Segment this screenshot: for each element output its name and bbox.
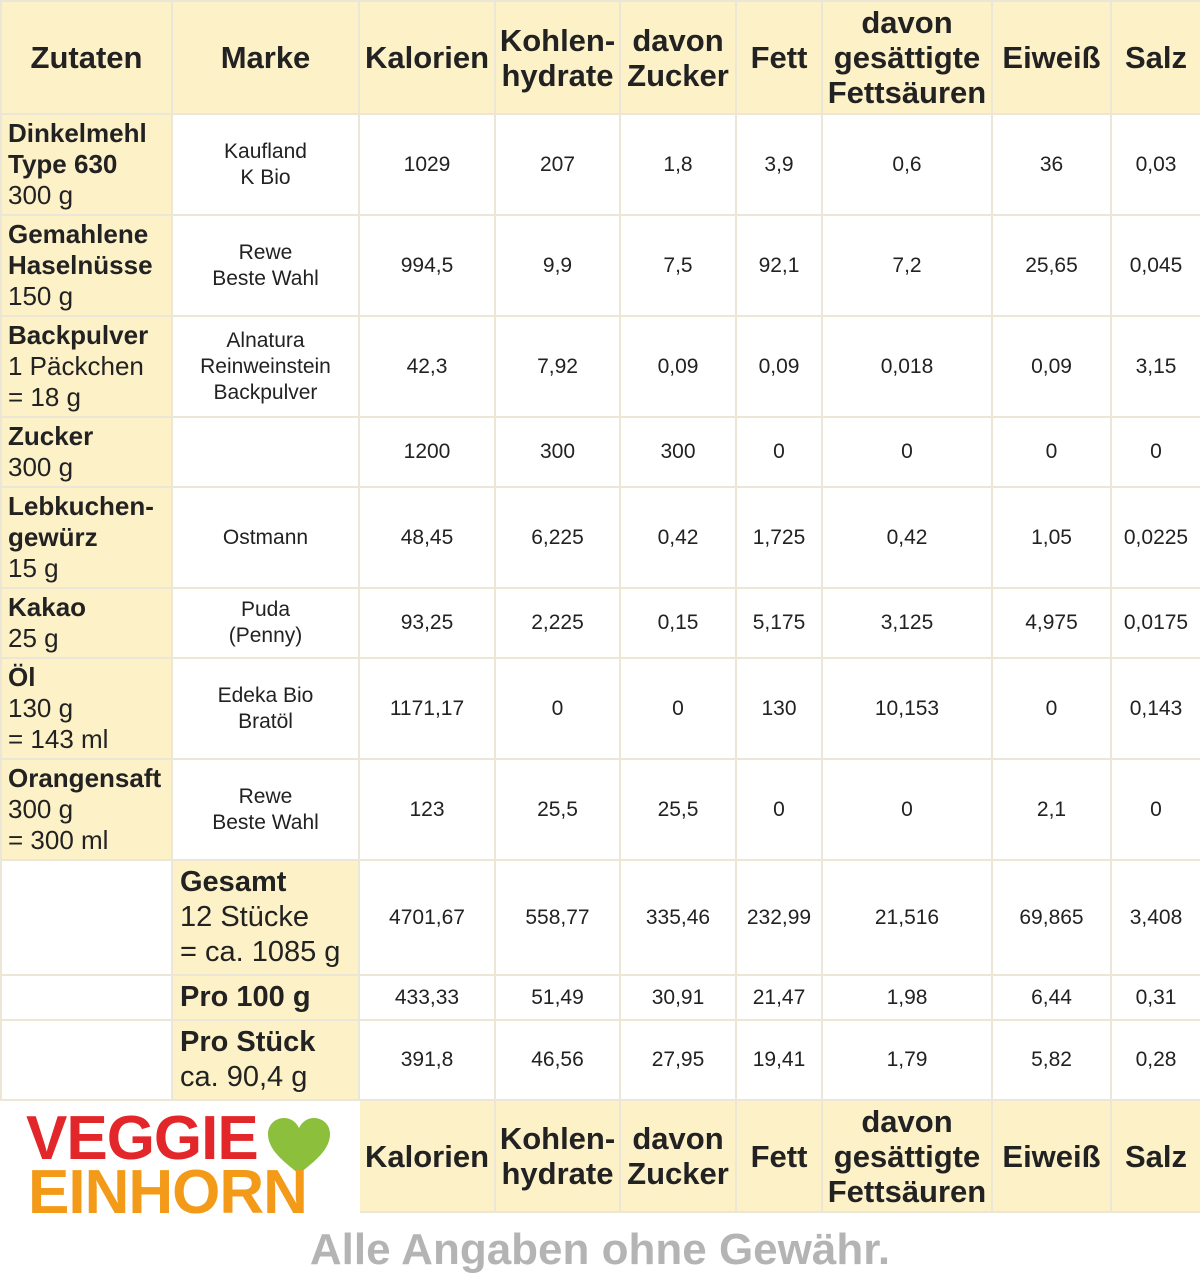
text-line: = 18 g [8,382,82,412]
ingredient-name-line: Lebkuchen- [8,491,154,521]
value-cell: 0 [822,759,992,860]
ingredient-name-line: Backpulver [8,320,149,350]
ingredient-name-line: Kakao [8,592,87,622]
disclaimer-text: Alle Angaben ohne Gewähr. [309,1225,891,1274]
value-cell: 4,975 [992,588,1111,658]
value-cell: 1200 [359,417,495,487]
value-cell: 92,1 [736,215,822,316]
text-line: 1 Päckchen [8,351,144,381]
ingredient-cell [1,658,172,759]
value-cell: 994,5 [359,215,495,316]
text-line: = 143 ml [8,724,109,754]
header-ingredients: Zutaten [1,1,172,114]
header-saturated [822,1100,992,1212]
header-protein: Eiweiß [992,1,1111,114]
total-value-cell: 69,865 [992,860,1111,975]
table-row [1,759,1200,860]
total-value-cell: 0,31 [1111,975,1200,1020]
header-fat: Fett [736,1100,822,1212]
total-row [1,975,1200,1020]
text-line: Edeka Bio [217,683,314,707]
text-line: Ostmann [222,525,309,549]
text-line: Beste Wahl [212,810,319,834]
header-calories: Kalorien [359,1,495,114]
empty-cell [1,975,172,1020]
table-row [1,316,1200,417]
table-row [1,588,1200,658]
total-row [1,1020,1200,1100]
text-line: Kohlen- [499,1121,616,1156]
ingredient-name-line: Zucker [8,421,94,451]
brand-cell [172,215,359,316]
value-cell: 0,09 [620,316,736,417]
veggie-einhorn-logo [26,1104,346,1227]
value-cell: 123 [359,759,495,860]
total-value-cell: 6,44 [992,975,1111,1020]
header-protein: Eiweiß [992,1100,1111,1212]
text-line: (Penny) [228,624,303,647]
value-cell: 2,1 [992,759,1111,860]
text-line: 150 g [8,281,74,311]
total-value-cell: 27,95 [620,1020,736,1100]
ingredient-cell [1,487,172,588]
value-cell: 130 [736,658,822,759]
header-row [1,1,1200,114]
value-cell: 0 [992,658,1111,759]
total-value-cell: 3,408 [1111,860,1200,975]
ingredient-name-line: Dinkelmehl [8,118,147,148]
value-cell: 1171,17 [359,658,495,759]
value-cell: 7,92 [495,316,620,417]
value-cell: 48,45 [359,487,495,588]
text-line: Beste Wahl [212,266,319,290]
value-cell: 1,05 [992,487,1111,588]
value-cell: 7,5 [620,215,736,316]
text-line: Rewe [238,240,293,264]
total-title: Gesamt [180,866,287,898]
text-line: = ca. 1085 g [180,936,341,968]
value-cell: 0,15 [620,588,736,658]
header-carbs [495,1100,620,1212]
value-cell: 3,15 [1111,316,1200,417]
text-line: 15 g [8,553,59,583]
text-line: davon [861,1103,953,1139]
value-cell: 6,225 [495,487,620,588]
value-cell: 0 [822,417,992,487]
text-line: Fettsäuren [827,75,987,110]
header-saturated [822,1,992,114]
text-line: Backpulver [213,380,318,404]
text-line: 25 g [8,623,59,653]
text-line: Rewe [238,784,293,808]
brand-cell [172,588,359,658]
header-sugar [620,1,736,114]
total-value-cell: 4701,67 [359,860,495,975]
header-calories: Kalorien [359,1100,495,1212]
value-cell: 7,2 [822,215,992,316]
total-value-cell: 0,28 [1111,1020,1200,1100]
table-row [1,114,1200,215]
total-title: Pro Stück [180,1026,316,1058]
text-line: Alnatura [226,328,305,352]
value-cell: 207 [495,114,620,215]
brand-cell [172,658,359,759]
value-cell: 93,25 [359,588,495,658]
text-line: Zucker [627,1156,729,1191]
value-cell: 3,9 [736,114,822,215]
text-line: Fettsäuren [827,1173,987,1209]
ingredient-name-line: Type 630 [8,149,118,179]
total-value-cell: 46,56 [495,1020,620,1100]
value-cell: 10,153 [822,658,992,759]
value-cell: 0 [1111,417,1200,487]
value-cell: 25,65 [992,215,1111,316]
value-cell: 1,725 [736,487,822,588]
table-row [1,487,1200,588]
text-line: ca. 90,4 g [180,1061,308,1093]
value-cell: 0,42 [822,487,992,588]
total-value-cell: 558,77 [495,860,620,975]
ingredient-cell [1,215,172,316]
header-fat: Fett [736,1,822,114]
text-line: Zucker [627,57,729,93]
empty-cell [1,1020,172,1100]
brand-cell [172,114,359,215]
empty-cell [1,860,172,975]
total-value-cell: 21,47 [736,975,822,1020]
value-cell: 9,9 [495,215,620,316]
value-cell: 300 [495,417,620,487]
total-value-cell: 335,46 [620,860,736,975]
brand-cell [172,759,359,860]
ingredient-name-line: Orangensaft [8,763,162,793]
value-cell: 5,175 [736,588,822,658]
value-cell: 42,3 [359,316,495,417]
value-cell: 0,6 [822,114,992,215]
text-line: Puda [240,598,291,621]
value-cell: 0 [736,759,822,860]
value-cell: 0,143 [1111,658,1200,759]
text-line: K Bio [240,165,291,189]
table-row [1,658,1200,759]
text-line: 300 g [8,452,74,482]
value-cell: 25,5 [620,759,736,860]
value-cell: 0 [992,417,1111,487]
value-cell: 0 [736,417,822,487]
text-line: davon [632,1121,724,1156]
total-label-cell [172,1020,359,1100]
total-title: Pro 100 g [180,981,311,1013]
text-line: 12 Stücke [180,901,309,933]
value-cell: 36 [992,114,1111,215]
text-line: hydrate [501,1156,614,1191]
value-cell: 2,225 [495,588,620,658]
total-value-cell: 19,41 [736,1020,822,1100]
value-cell: 0 [1111,759,1200,860]
value-cell: 3,125 [822,588,992,658]
text-line: davon [861,5,953,40]
table-row [1,215,1200,316]
value-cell: 0,018 [822,316,992,417]
ingredient-cell [1,759,172,860]
total-value-cell: 30,91 [620,975,736,1020]
logo-word-einhorn: EINHORN [28,1158,307,1227]
total-value-cell: 433,33 [359,975,495,1020]
brand-cell [172,417,359,487]
text-line: hydrate [501,57,614,93]
value-cell: 0,09 [992,316,1111,417]
ingredient-cell [1,316,172,417]
brand-cell [172,487,359,588]
brand-cell [172,316,359,417]
ingredient-name-line: Öl [8,662,36,692]
total-value-cell: 21,516 [822,860,992,975]
text-line: Reinweinstein [200,354,331,378]
text-line: davon [632,22,724,58]
text-line: 130 g [8,693,74,723]
text-line: Kohlen- [499,22,616,58]
logo-word-veggie: VEGGIE [26,1104,258,1173]
text-line: 300 g [8,180,74,210]
value-cell: 0 [495,658,620,759]
text-line: gesättigte [833,1138,981,1174]
total-label-cell [172,975,359,1020]
value-cell: 1,8 [620,114,736,215]
total-value-cell: 5,82 [992,1020,1111,1100]
header-carbs [495,1,620,114]
value-cell: 0,09 [736,316,822,417]
total-value-cell: 51,49 [495,975,620,1020]
table-row [1,417,1200,487]
text-line: gesättigte [833,40,981,75]
header-salt: Salz [1111,1,1200,114]
total-value-cell: 232,99 [736,860,822,975]
value-cell: 300 [620,417,736,487]
ingredient-cell [1,417,172,487]
value-cell: 0,045 [1111,215,1200,316]
value-cell: 0,03 [1111,114,1200,215]
value-cell: 0,0175 [1111,588,1200,658]
header-brand: Marke [172,1,359,114]
total-value-cell: 391,8 [359,1020,495,1100]
ingredient-cell [1,588,172,658]
total-label-cell [172,860,359,975]
text-line: Kaufland [224,139,307,163]
ingredient-name-line: Gemahlene [8,219,149,249]
total-row [1,860,1200,975]
value-cell: 25,5 [495,759,620,860]
header-sugar [620,1100,736,1212]
ingredient-name-line: gewürz [8,522,98,552]
header-salt: Salz [1111,1100,1200,1212]
total-value-cell: 1,79 [822,1020,992,1100]
value-cell: 0 [620,658,736,759]
value-cell: 1029 [359,114,495,215]
text-line: Bratöl [238,709,293,733]
ingredient-cell [1,114,172,215]
total-value-cell: 1,98 [822,975,992,1020]
value-cell: 0,0225 [1111,487,1200,588]
ingredient-name-line: Haselnüsse [8,250,153,280]
text-line: = 300 ml [8,825,109,855]
value-cell: 0,42 [620,487,736,588]
text-line: 300 g [8,794,74,824]
